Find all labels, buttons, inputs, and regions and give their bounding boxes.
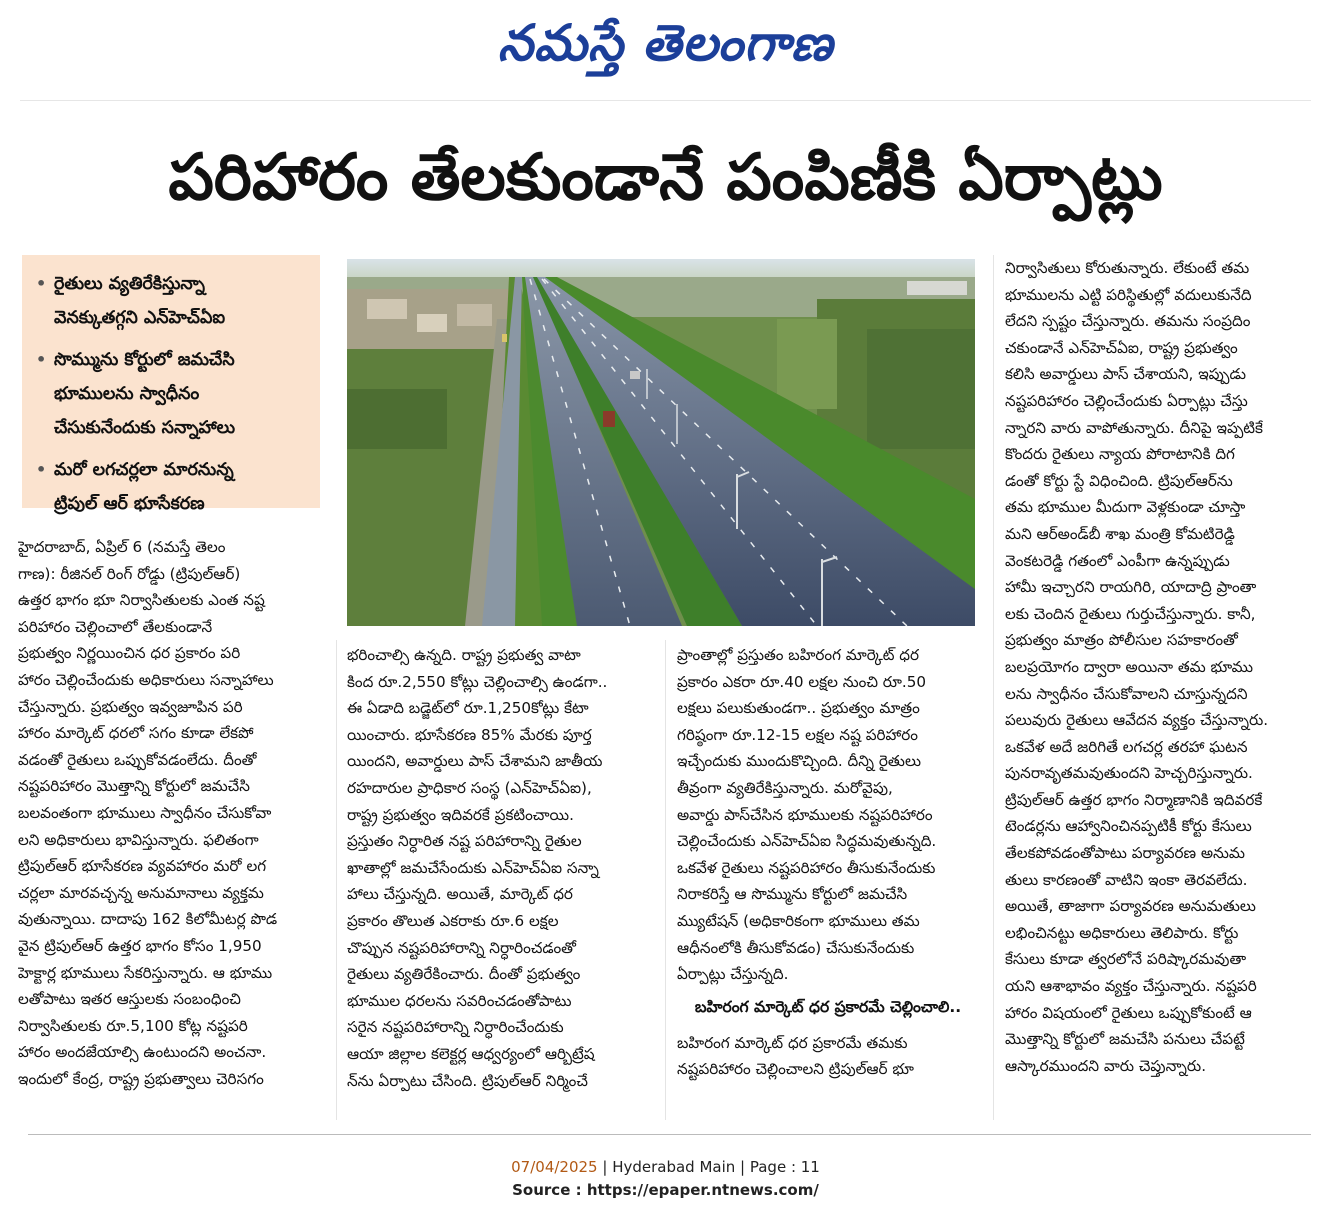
article-text-line: హారం విషయంలో రైతులు ఒప్పుకోకుంటే ఆ <box>1005 1003 1252 1022</box>
article-text-line: వుతున్నాయి. దాదాపు 162 కిలోమీటర్ల పొడ <box>18 910 278 929</box>
article-text-line: హాలు చేస్తున్నది. అయితే, మార్కెట్‌ ధర <box>347 885 573 904</box>
article-text-line: లని అధికారులు భావిస్తున్నారు. ఫలితంగా <box>18 830 259 849</box>
article-text-line: హైదరాబాద్‌, ఏప్రిల్‌ 6 (నమస్తే తెలం <box>18 538 226 556</box>
article-text-line: వైన ట్రిపుల్‌ఆర్‌ ఉత్తర భాగం కోసం 1,950 <box>18 936 262 955</box>
article-text-line: నష్టపరిహారం చెల్లించాలని ట్రిపుల్‌ఆర్‌ భూ <box>677 1060 914 1079</box>
article-text-line: పరిహారం చెల్లించాలో తేలకుండానే <box>18 617 213 636</box>
article-text-line: నష్టపరిహారం చెల్లించేందుకు ఏర్పాట్లు చేస్తు <box>1005 391 1248 410</box>
article-text-line: రహదారుల ప్రాధికార సంస్థ (ఎన్‌హెచ్‌ఏఐ), <box>347 778 592 797</box>
column-divider <box>665 640 666 1120</box>
article-text-line: చొప్పున నష్టపరిహారాన్ని నిర్ధారించడంతో <box>347 938 576 957</box>
article-text-line: కొందరు రైతులు న్యాయ పోరాటానికి దిగ <box>1005 445 1235 464</box>
article-text-line: ప్రాంతాల్లో ప్రస్తుతం బహిరంగ మార్కెట్‌ ధర <box>677 646 919 664</box>
highlights-box <box>22 255 320 514</box>
article-text-line: హారం మార్కెట్‌ ధరలో సగం కూడా లేకపో <box>18 724 254 743</box>
article-text-line: తీవ్రంగా వ్యతిరేకిస్తున్నారు. మరోవైపు, <box>677 778 893 797</box>
footer-date: 07/04/2025 <box>511 1158 598 1176</box>
article-text-line: చకుండానే ఎన్‌హెచ్‌ఏఐ, రాష్ట్ర ప్రభుత్వం <box>1005 338 1238 357</box>
highlight-line: రైతులు వ్యతిరేకిస్తున్నా <box>54 274 205 294</box>
highlight-line: వెనక్కుతగ్గని ఎన్‌హెచ్‌ఏఐ <box>54 308 226 328</box>
article-subheading: బహిరంగ మార్కెట్‌ ధర ప్రకారమే చెల్లించాలి.. <box>694 997 962 1016</box>
article-text-line: చెల్లించేందుకు ఎన్‌హెచ్‌ఏఐ సిద్ధమవుతున్నది. <box>677 832 937 851</box>
article-column-3-continued <box>677 1030 979 1083</box>
bullet-icon: • <box>36 274 47 293</box>
highlight-line: చేసుకునేందుకు సన్నాహాలు <box>54 418 236 438</box>
article-text-line: చేస్తున్నారు. ప్రభుత్వం ఇవ్వజూపిన పరి <box>18 697 243 716</box>
article-text-line: న్నారని వారు వాపోతున్నారు. దీనిపై ఇప్పటికే <box>1005 418 1263 437</box>
article-text-line: తమ భూముల మీదుగా వెళ్లకుండా చూస్తా <box>1005 498 1246 517</box>
article-text-line: యించారు. భూసేకరణ 85% మేరకు పూర్త <box>347 725 592 744</box>
article-text-line: చర్లలా మారవచ్చన్న అనుమానాలు వ్యక్తమ <box>18 883 264 902</box>
article-column-3-body <box>677 642 979 988</box>
highlight-item <box>36 267 310 335</box>
article-text-line: ఆధీనంలోకి తీసుకోవడం) చేసుకునేందుకు <box>677 938 915 957</box>
column-divider <box>993 255 994 1120</box>
highway-photo-illustration <box>347 259 975 626</box>
article-column-1 <box>18 534 328 1092</box>
article-text-line: భూముల ధరలను సవరించడంతోపాటు <box>347 991 572 1010</box>
article-text-line: లతోపాటు ఇతర ఆస్తులకు సంబంధించి <box>18 990 241 1009</box>
article-text-line: కింద రూ.2,550 కోట్లు చెల్లించాల్సి ఉండగా.. <box>347 672 608 691</box>
article-column-4 <box>1005 255 1311 1079</box>
article-text-line: నిర్వాసితులు కోరుతున్నారు. లేకుంటే తమ <box>1005 259 1250 277</box>
article-text-line: ట్రిపుల్‌ఆర్‌ ఉత్తర భాగం నిర్మాణానికి ఇదివరకే <box>1005 790 1263 809</box>
article-text-line: వెంకటరెడ్డి గతంలో ఎంపీగా ఉన్నప్పుడు <box>1005 551 1230 570</box>
article-text-line: యిందని, అవార్డులు పాస్‌ చేశామని జాతీయ <box>347 752 603 771</box>
article-text-line: టెండర్లను ఆహ్వానించినప్పటికీ కోర్టు కేసులు <box>1005 817 1252 836</box>
article-text-line: ఈ ఏడాది బడ్జెట్‌లో రూ.1,250కోట్లు కేటా <box>347 699 589 718</box>
masthead-logo <box>0 8 1331 78</box>
article-text-line: డంతో కోర్టు స్టే విధించింది. ట్రిపుల్‌ఆర్‌ను <box>1005 471 1233 490</box>
article-text-line: ఆస్కారముందని వారు చెప్తున్నారు. <box>1005 1056 1207 1075</box>
article-text-line: కలిసి అవార్డులు పాస్‌ చేశాయని, ఇప్పుడు <box>1005 365 1246 384</box>
footer-edition-page: | Hyderabad Main | Page : 11 <box>597 1158 820 1176</box>
highlight-item <box>36 453 310 521</box>
article-text-line: అవార్డు పాస్‌చేసిన భూములకు నష్టపరిహారం <box>677 805 933 824</box>
article-text-line: ఇందులో కేంద్ర, రాష్ట్ర ప్రభుత్వాలు చెరిసగం <box>18 1069 264 1088</box>
article-text-line: ఇచ్చేందుకు ముందుకొచ్చింది. దీన్ని రైతులు <box>677 752 921 771</box>
article-text-line: పునరావృతమవుతుందని హెచ్చరిస్తున్నారు. <box>1005 764 1253 783</box>
article-text-line: రాష్ట్ర ప్రభుత్వం ఇదివరకే ప్రకటించాయి. <box>347 805 574 824</box>
article-text-line: గరిష్ఠంగా రూ.12-15 లక్షల నష్ట పరిహారం <box>677 725 918 744</box>
highlights-list <box>22 255 320 521</box>
article-text-line: ఉత్తర భాగం భూ నిర్వాసితులకు ఎంత నష్ట <box>18 591 265 610</box>
article-text-line: హెక్టార్ల భూములు సేకరిస్తున్నారు. ఆ భూము <box>18 963 273 982</box>
masthead-divider <box>20 100 1311 101</box>
highlight-line: ట్రిపుల్‌ ఆర్‌ భూసేకరణ <box>54 494 205 514</box>
bullet-icon: • <box>36 350 47 369</box>
footer-edition-line <box>0 1158 1331 1176</box>
article-text-line: ప్రభుత్వం మాత్రం పోలీసుల సహకారంతో <box>1005 631 1238 650</box>
article-text-line: ప్రకారం తొలుత ఎకరాకు రూ.6 లక్షల <box>347 911 559 930</box>
masthead-title: నమస్తే తెలంగాణ <box>497 13 834 72</box>
article-text-line: తులు కారణంతో వాటిని ఇంకా తెరవలేదు. <box>1005 870 1248 889</box>
article-text-line: బలవంతంగా భూములు స్వాధీనం చేసుకోవా <box>18 803 272 822</box>
article-text-line: పలువురు రైతులు ఆవేదన వ్యక్తం చేస్తున్నారు. <box>1005 711 1269 730</box>
article-text-line: మని ఆర్‌అండ్‌బీ శాఖ మంత్రి కోమటిరెడ్డి <box>1005 524 1235 543</box>
article-text-line: ఏర్పాట్లు చేస్తున్నది. <box>677 965 789 984</box>
bullet-icon: • <box>36 460 47 479</box>
article-text-line: సరైన నష్టపరిహారాన్ని నిర్ధారించేందుకు <box>347 1018 564 1037</box>
article-text-line: అయితే, తాజాగా పర్యావరణ అనుమతులు <box>1005 897 1256 916</box>
article-text-line: లను స్వాధీనం చేసుకోవాలని చూస్తున్నదని <box>1005 684 1248 703</box>
highlight-item <box>36 343 310 445</box>
article-text-line: లభించినట్టు అధికారులు తెలిపారు. కోర్టు <box>1005 923 1239 942</box>
article-column-2 <box>347 642 653 1094</box>
article-text-line: రైతులు వ్యతిరేకించారు. దీంతో ప్రభుత్వం <box>347 965 581 984</box>
article-text-line: లేదని స్పష్టం చేస్తున్నారు. తమను సంప్రదిం <box>1005 312 1251 331</box>
footer-source[interactable]: Source : https://epaper.ntnews.com/ <box>512 1181 819 1199</box>
highlight-line: భూములను స్వాధీనం <box>54 384 200 404</box>
article-text-line: ట్రిపుల్‌ఆర్‌ భూసేకరణ వ్యవహారం మరో లగ <box>18 857 267 876</box>
article-text-line: న్‌ను ఏర్పాటు చేసింది. ట్రిపుల్‌ఆర్‌ నిర్మించే <box>347 1071 588 1090</box>
article-text-line: హామీ ఇచ్చారని రాయగిరి, యాదాద్రి ప్రాంతా <box>1005 578 1257 597</box>
article-text-line: ప్రకారం ఎకరా రూ.40 లక్షల నుంచి రూ.50 <box>677 672 927 691</box>
article-text-line: నిరాకరిస్తే ఆ సొమ్మును కోర్టులో జమచేసి <box>677 885 908 904</box>
article-text-line: నిర్వాసితులకు రూ.5,100 కోట్ల నష్టపరి <box>18 1016 248 1035</box>
article-text-line: హారం చెల్లించేందుకు అధికారులు సన్నాహాలు <box>18 670 274 689</box>
article-text-line: మొత్తాన్ని కోర్టులో జమచేసి పనులు చేపట్టే <box>1005 1030 1245 1049</box>
column-divider <box>336 640 337 1120</box>
article-text-line: భరించాల్సి ఉన్నది. రాష్ట్ర ప్రభుత్వ వాటా <box>347 646 581 664</box>
article-text-line: భూములను ఎట్టి పరిస్థితుల్లో వదులుకునేది <box>1005 285 1252 304</box>
article-column-3 <box>677 642 979 1083</box>
footer-divider <box>28 1134 1311 1135</box>
article-headline: పరిహారం తేలకుండానే పంపిణీకి ఏర్పాట్లు <box>168 141 1163 215</box>
article-text-line: వడంతో రైతులు ఒప్పుకోవడంలేదు. దీంతో <box>18 750 257 769</box>
article-text-line: కేసులు కూడా త్వరలోనే పరిష్కారమవుతా <box>1005 950 1247 969</box>
article-text-line: ఒకవేళ రైతులు నష్టపరిహారం తీసుకునేందుకు <box>677 858 936 877</box>
article-text-line: గాణ): రీజినల్‌ రింగ్‌ రోడ్డు (ట్రిపుల్‌ఆర్‌) <box>18 564 241 583</box>
highlight-line: మరో లగచర్లలా మారనున్న <box>54 460 234 480</box>
article-text-line: ఒకవేళ అదే జరిగితే లగచర్ల తరహా ఘటన <box>1005 737 1248 756</box>
article-text-line: ఖాతాల్లో జమచేసేందుకు ఎన్‌హెచ్‌ఏఐ సన్నా <box>347 858 599 877</box>
highlight-line: సొమ్మును కోర్టులో జమచేసి <box>54 350 235 370</box>
article-text-line: ప్రస్తుతం నిర్ధారిత నష్ట పరిహారాన్ని రైతుల <box>347 832 582 851</box>
article-text-line: మ్యుటేషన్‌ (అధికారికంగా భూములు తమ <box>677 911 920 930</box>
article-text-line: ఆయా జిల్లాల కలెక్టర్ల ఆధ్వర్యంలో ఆర్బిట్రేష <box>347 1044 595 1063</box>
article-text-line: బలప్రయోగం ద్వారా అయినా తమ భూము <box>1005 657 1253 676</box>
article-text-line: లకు చెందిన రైతులు గుర్తుచేస్తున్నారు. కానీ, <box>1005 604 1256 623</box>
article-text-line: లక్షలు పలుకుతుండగా.. ప్రభుత్వం మాత్రం <box>677 699 920 718</box>
article-text-line: తేలకపోవడంతోపాటు పర్యావరణ అనుమ <box>1005 844 1246 863</box>
article-text-line: ప్రభుత్వం నిర్ణయించిన ధర ప్రకారం పరి <box>18 644 241 663</box>
article-text-line: బహిరంగ మార్కెట్‌ ధర ప్రకారమే తమకు <box>677 1033 908 1052</box>
article-text-line: యని ఆశాభావం వ్యక్తం చేస్తున్నారు. నష్టపరి <box>1005 977 1257 996</box>
article-text-line: హారం అందజేయాల్సి ఉంటుందని అంచనా. <box>18 1043 267 1062</box>
article-text-line: నష్టపరిహారం మొత్తాన్ని కోర్టులో జమచేసి <box>18 777 250 796</box>
highway-aerial-photo <box>347 259 975 626</box>
